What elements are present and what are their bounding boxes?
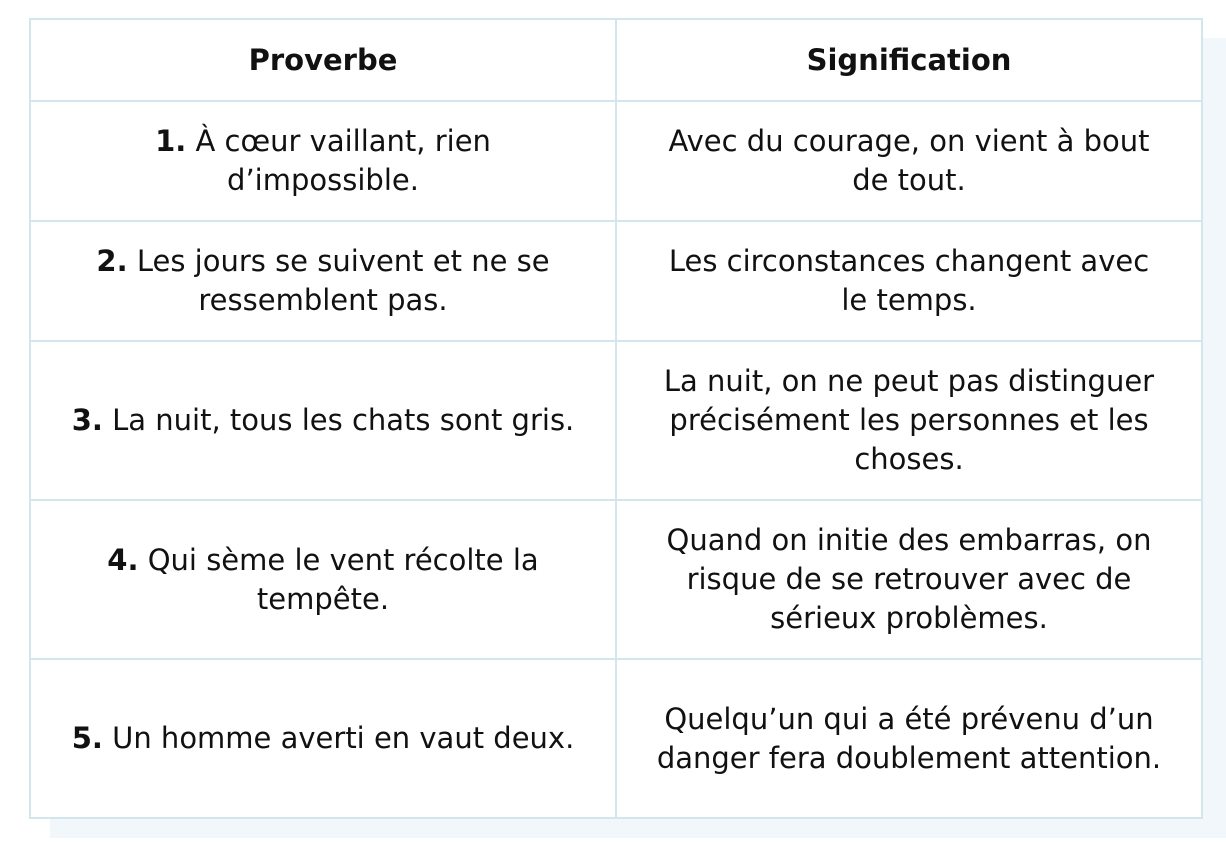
table-row xyxy=(30,221,1202,341)
proverbe-text: Un homme averti en vaut deux. xyxy=(112,721,575,755)
row-number: 2. xyxy=(96,244,128,278)
row-number: 5. xyxy=(71,721,103,755)
proverbe-cell xyxy=(30,659,616,818)
row-number: 4. xyxy=(107,542,139,577)
proverbs-table xyxy=(29,18,1203,819)
table-row xyxy=(30,101,1202,221)
proverbe-cell xyxy=(30,101,616,221)
table-row xyxy=(30,500,1202,659)
signification-cell: La nuit, on ne peut pas distinguer précisément les personnes et les choses. xyxy=(616,341,1202,500)
row-number: 1. xyxy=(155,124,187,158)
table-row xyxy=(30,341,1202,500)
signification-cell: Avec du courage, on vient à bout de tout. xyxy=(616,101,1202,221)
column-header-proverbe: Proverbe xyxy=(30,19,616,101)
table-row xyxy=(30,659,1202,818)
row-number: 3. xyxy=(71,403,103,437)
signification-cell: Les circonstances changent avec le temps. xyxy=(616,221,1202,341)
proverbe-cell xyxy=(30,221,616,341)
signification-cell: Quand on initie des embarras, on risque de se retrouver avec de sérieux problèmes. xyxy=(616,500,1202,659)
proverbe-text: Qui sème le vent récolte la tempête. xyxy=(147,542,539,616)
proverbe-cell xyxy=(30,341,616,500)
signification-cell: Quelqu’un qui a été prévenu d’un danger fera doublement attention. xyxy=(616,659,1202,818)
proverbe-text: À cœur vaillant, rien d’impossible. xyxy=(195,124,491,197)
proverbe-text: La nuit, tous les chats sont gris. xyxy=(112,403,575,437)
table-header-row xyxy=(30,19,1202,101)
proverbe-cell xyxy=(30,500,616,659)
proverbe-text: Les jours se suivent et ne se ressemblent pas. xyxy=(136,244,550,317)
column-header-signification: Signification xyxy=(616,19,1202,101)
